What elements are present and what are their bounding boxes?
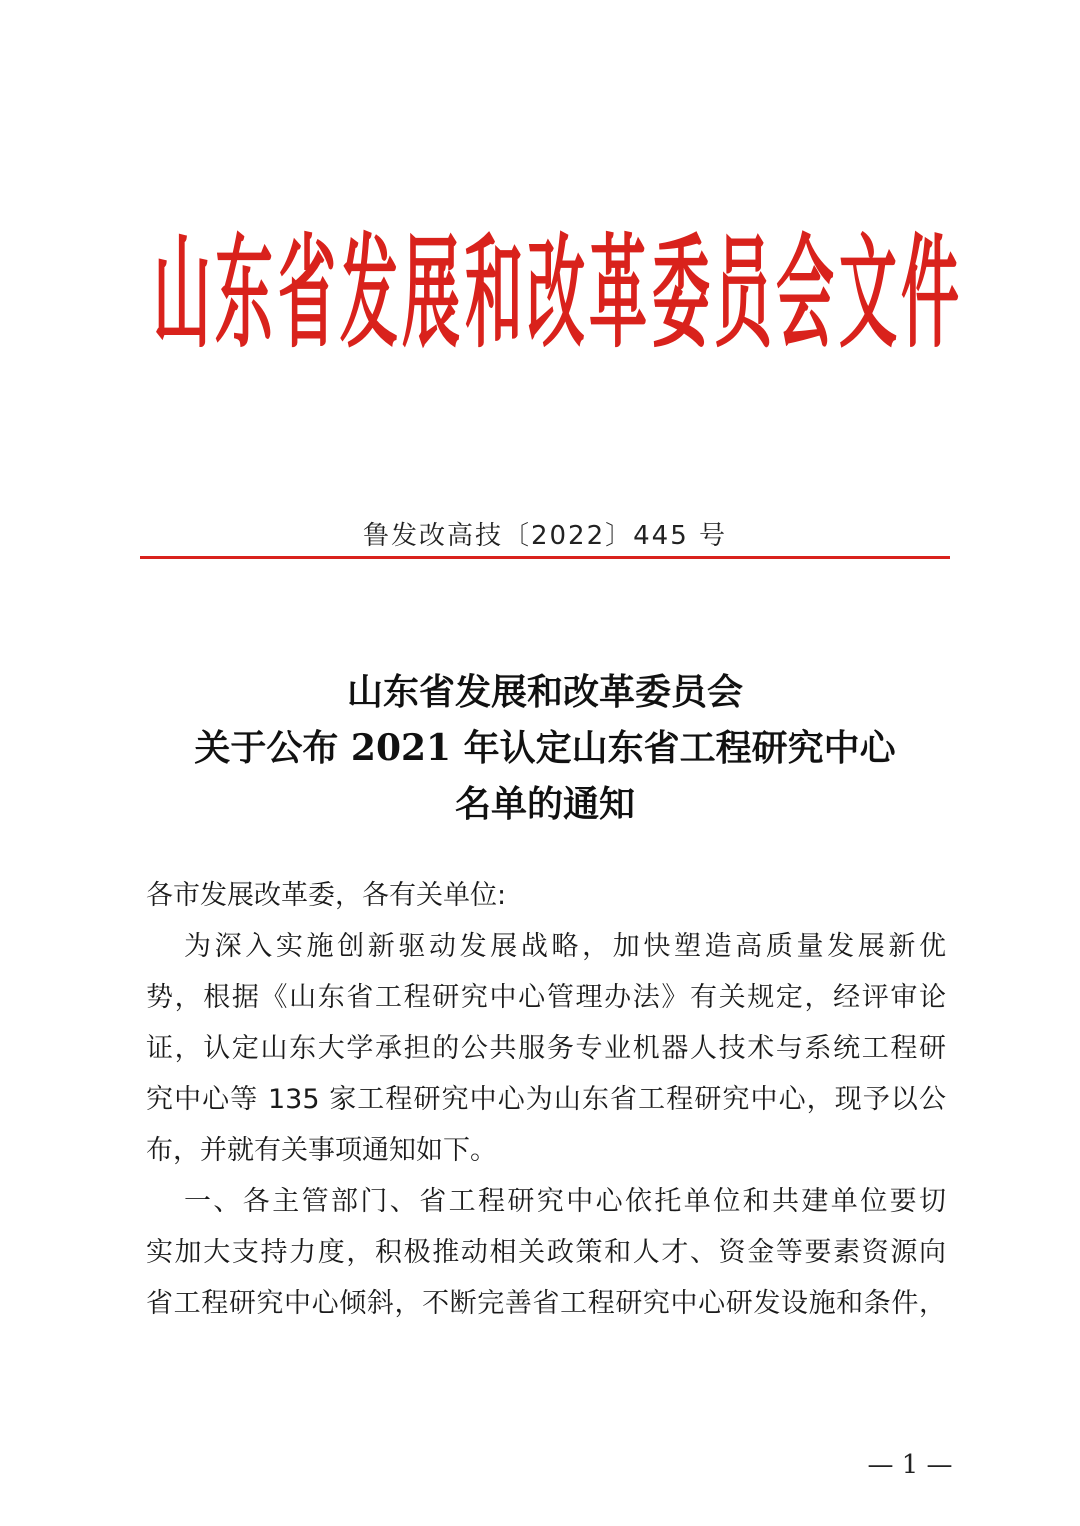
document-title: [140, 664, 950, 832]
masthead-char: 展: [402, 221, 461, 365]
paragraph-line: 实加大支持力度，积极推动相关政策和人才、资金等要素资源向: [146, 1237, 946, 1268]
paragraph-line: 为深入实施创新驱动发展战略，加快塑造高质量发展新优: [184, 931, 946, 962]
paragraph-line: 省工程研究中心倾斜，不断完善省工程研究中心研发设施和条件，: [146, 1288, 946, 1319]
document-masthead: [140, 221, 959, 365]
masthead-char: 件: [900, 221, 959, 365]
masthead-char: 和: [464, 221, 523, 365]
title-line: 山东省发展和改革委员会: [346, 671, 743, 713]
masthead-char: 员: [713, 221, 772, 365]
paragraph-line: 究中心等 135 家工程研究中心为山东省工程研究中心，现予以公: [146, 1084, 946, 1115]
paragraph-line: 布，并就有关事项通知如下。: [146, 1135, 497, 1166]
masthead-char: 东: [215, 221, 274, 365]
page-number: — 1 —: [867, 1450, 953, 1480]
masthead-char: 省: [277, 221, 336, 365]
title-line: 关于公布 2021 年认定山东省工程研究中心: [194, 727, 896, 769]
masthead-char: 改: [526, 221, 585, 365]
document-number: 鲁发改高技〔2022〕445 号: [362, 521, 728, 551]
paragraph-line: 一、各主管部门、省工程研究中心依托单位和共建单位要切: [184, 1186, 946, 1217]
red-divider-line: [140, 556, 950, 559]
masthead-char: 文: [838, 221, 897, 365]
document-body: [146, 870, 946, 1329]
masthead-char: 山: [153, 221, 212, 365]
paragraph-line: 势，根据《山东省工程研究中心管理办法》有关规定，经评审论: [146, 982, 946, 1013]
masthead-char: 发: [340, 221, 399, 365]
title-line: 名单的通知: [454, 783, 635, 825]
masthead-char: 革: [589, 221, 648, 365]
paragraph-line: 证，认定山东大学承担的公共服务专业机器人技术与系统工程研: [146, 1033, 946, 1064]
masthead-char: 委: [651, 221, 710, 365]
salutation: 各市发展改革委，各有关单位:: [146, 880, 507, 911]
masthead-char: 会: [776, 221, 835, 365]
